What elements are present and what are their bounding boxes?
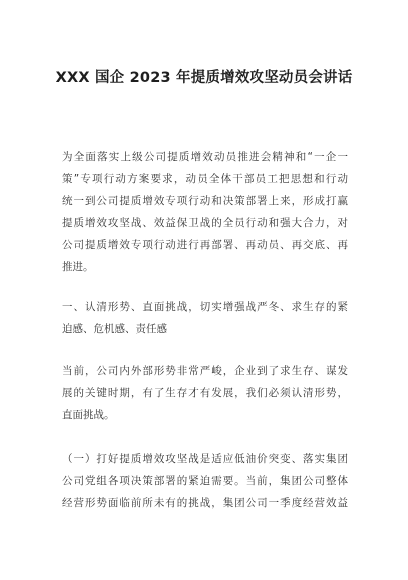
paragraph-line: 展的关键时期，有了生存才有发展，我们必须认清形势， [62, 387, 348, 399]
paragraph-line: 策”专项行动方案要求，动员全体干部员工把思想和行动 [62, 173, 348, 185]
paragraph-line: 推进。 [62, 261, 94, 273]
document-title: XXX 国企 2023 年提质增效攻坚动员会讲话 [55, 70, 353, 86]
paragraph-line: 统一到公司提质增效专项行动和决策部署上来，形成打赢 [62, 195, 348, 207]
paragraph-line: （一）打好提质增效攻坚战是适应低油价突变、落实集团 [62, 453, 348, 465]
paragraph-line: 经营形势面临前所未有的挑战，集团公司一季度经营效益 [62, 497, 348, 509]
paragraph-line: 一、认清形势、直面挑战，切实增强战严冬、求生存的紧 [62, 301, 348, 313]
paragraph-line: 为全面落实上级公司提质增效动员推进会精神和“一企一 [62, 151, 348, 163]
paragraph-line: 提质增效攻坚战、效益保卫战的全员行动和强大合力，对 [62, 217, 348, 229]
section-heading-1 [62, 296, 348, 340]
paragraph-intro [62, 146, 348, 278]
paragraph-line: 公司党组各项决策部署的紧迫需要。当前，集团公司整体 [62, 475, 348, 487]
paragraph-line: 迫感、危机感、责任感 [62, 323, 167, 335]
paragraph-line: 公司提质增效专项行动进行再部署、再动员、再交底、再 [62, 239, 348, 251]
paragraph-situation [62, 360, 348, 426]
paragraph-line: 当前，公司内外部形势非常严峻，企业到了求生存、谋发 [62, 365, 348, 377]
paragraph-line: 直面挑战。 [62, 409, 115, 421]
paragraph-subsection-1 [62, 448, 348, 514]
